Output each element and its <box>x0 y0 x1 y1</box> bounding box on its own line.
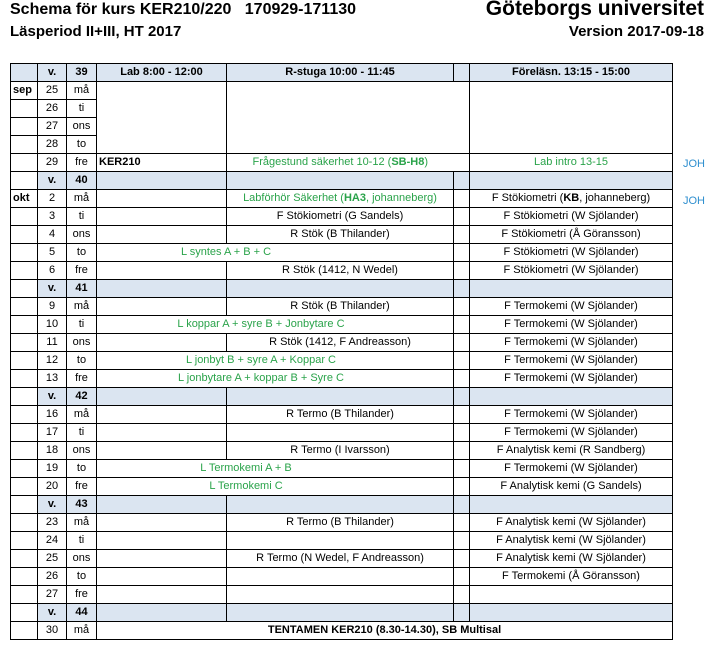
weekday: ons <box>67 334 97 352</box>
lecture-cell: F Termokemi (W Sjölander) <box>470 316 673 334</box>
rstuga-text: Frågestund säkerhet 10-12 ( <box>252 156 392 168</box>
lab-span-cell: L koppar A + syre B + Jonbytare C <box>97 316 454 334</box>
room-label: SB-H8 <box>391 156 425 168</box>
gap-cell <box>454 208 470 226</box>
lab-cell <box>97 172 227 190</box>
weekday: må <box>67 82 97 100</box>
lab-cell <box>97 208 227 226</box>
schedule-title: Schema för kurs KER210/220 170929-171130 <box>10 1 357 18</box>
table-row <box>11 316 673 334</box>
gap-cell <box>454 154 470 172</box>
lecture-cell: F Termokemi (Å Göransson) <box>470 568 673 586</box>
lab-cell <box>97 514 227 532</box>
lab-cell <box>97 298 227 316</box>
table-row <box>11 226 673 244</box>
table-row <box>11 478 673 496</box>
lecture-cell: F Analytisk kemi (W Sjölander) <box>470 550 673 568</box>
lab-cell: KER210 <box>97 154 227 172</box>
lecture-cell: F Termokemi (W Sjölander) <box>470 334 673 352</box>
day-number: 30 <box>38 622 67 640</box>
month-cell <box>11 568 38 586</box>
rstuga-cell <box>227 496 454 514</box>
day-number: 26 <box>38 568 67 586</box>
week-label: v. <box>38 604 67 622</box>
rstuga-cell: R Termo (I Ivarsson) <box>227 442 454 460</box>
gap-cell <box>454 604 470 622</box>
gap-cell <box>454 262 470 280</box>
day-number: 5 <box>38 244 67 262</box>
rstuga-cell: R Termo (B Thilander) <box>227 406 454 424</box>
month-label: sep <box>11 82 38 100</box>
lecture-cell <box>470 118 673 136</box>
month-header <box>11 64 38 82</box>
lab-cell <box>97 424 227 442</box>
study-period: Läsperiod II+III, HT 2017 <box>10 23 182 40</box>
week-label: v. <box>38 280 67 298</box>
month-cell <box>11 244 38 262</box>
table-row <box>11 406 673 424</box>
rstuga-cell: R Stök (1412, F Andreasson) <box>227 334 454 352</box>
day-number: 25 <box>38 82 67 100</box>
table-header-row <box>11 64 673 82</box>
lab-cell <box>97 496 227 514</box>
lecture-cell <box>470 100 673 118</box>
rstuga-cell <box>227 532 454 550</box>
lab-span-cell: L Termokemi A + B <box>97 460 454 478</box>
month-cell <box>11 424 38 442</box>
gap-cell <box>454 460 470 478</box>
side-note: JOH <box>683 195 705 207</box>
lab-cell <box>97 550 227 568</box>
month-cell <box>11 370 38 388</box>
month-cell <box>11 118 38 136</box>
lecture-cell: F Termokemi (W Sjölander) <box>470 370 673 388</box>
week-label: v. <box>38 388 67 406</box>
rstuga-cell: R Stök (B Thilander) <box>227 298 454 316</box>
month-cell <box>11 550 38 568</box>
day-number: 27 <box>38 586 67 604</box>
weekday: to <box>67 352 97 370</box>
month-cell <box>11 262 38 280</box>
rstuga-text-end: ) <box>424 156 428 168</box>
weekday: ti <box>67 100 97 118</box>
month-cell <box>11 604 38 622</box>
week-number: 42 <box>67 388 97 406</box>
lab-cell <box>97 136 227 154</box>
lecture-cell <box>470 586 673 604</box>
day-number: 12 <box>38 352 67 370</box>
gap-cell <box>454 586 470 604</box>
weekday: to <box>67 136 97 154</box>
month-cell <box>11 586 38 604</box>
rstuga-cell: F Stökiometri (G Sandels) <box>227 208 454 226</box>
lab-cell <box>97 568 227 586</box>
month-cell <box>11 316 38 334</box>
table-row <box>11 82 673 100</box>
lab-cell <box>97 442 227 460</box>
lecture-cell: F Analytisk kemi (G Sandels) <box>470 478 673 496</box>
rstuga-cell <box>227 586 454 604</box>
weekday: må <box>67 622 97 640</box>
day-number: 3 <box>38 208 67 226</box>
month-cell <box>11 154 38 172</box>
month-label: okt <box>11 190 38 208</box>
weekday: fre <box>67 478 97 496</box>
rstuga-cell <box>227 172 454 190</box>
gap-cell <box>454 568 470 586</box>
table-row <box>11 262 673 280</box>
gap-cell <box>454 388 470 406</box>
side-note: JOH <box>683 158 705 170</box>
gap-cell <box>454 406 470 424</box>
month-cell <box>11 226 38 244</box>
month-cell <box>11 406 38 424</box>
weekday: fre <box>67 154 97 172</box>
gap-cell <box>454 442 470 460</box>
month-cell <box>11 388 38 406</box>
lecture-cell: F Termokemi (W Sjölander) <box>470 352 673 370</box>
rstuga-cell <box>227 136 454 154</box>
day-number: 9 <box>38 298 67 316</box>
table-row <box>11 550 673 568</box>
lecture-cell: F Stökiometri (W Sjölander) <box>470 208 673 226</box>
lecture-cell <box>470 280 673 298</box>
table-row <box>11 118 673 136</box>
table-row <box>11 154 673 172</box>
week-number-header: 39 <box>67 64 97 82</box>
gap-cell <box>454 226 470 244</box>
rstuga-cell <box>227 604 454 622</box>
lab-cell <box>97 100 227 118</box>
weekday: ons <box>67 226 97 244</box>
rstuga-cell: R Termo (N Wedel, F Andreasson) <box>227 550 454 568</box>
week-number: 41 <box>67 280 97 298</box>
weekday: må <box>67 406 97 424</box>
day-number: 23 <box>38 514 67 532</box>
rstuga-cell <box>227 100 454 118</box>
weekday: ons <box>67 442 97 460</box>
lecture-cell: F Analytisk kemi (W Sjölander) <box>470 532 673 550</box>
lab-cell <box>97 532 227 550</box>
rstuga-cell <box>227 568 454 586</box>
lecture-cell <box>470 496 673 514</box>
month-cell <box>11 622 38 640</box>
table-row <box>11 460 673 478</box>
gap-cell <box>454 118 470 136</box>
day-number: 11 <box>38 334 67 352</box>
table-row <box>11 100 673 118</box>
weekday: ti <box>67 424 97 442</box>
day-number: 19 <box>38 460 67 478</box>
lab-cell <box>97 406 227 424</box>
lecture-cell: F Termokemi (W Sjölander) <box>470 298 673 316</box>
university-name: Göteborgs universitet <box>485 0 704 20</box>
gap-cell <box>454 334 470 352</box>
day-number: 18 <box>38 442 67 460</box>
month-cell <box>11 514 38 532</box>
day-number: 4 <box>38 226 67 244</box>
table-row <box>11 370 673 388</box>
lab-header: Lab 8:00 - 12:00 <box>97 64 227 82</box>
table-row <box>11 586 673 604</box>
lecture-cell <box>470 136 673 154</box>
week-number: 40 <box>67 172 97 190</box>
month-cell <box>11 298 38 316</box>
month-cell <box>11 334 38 352</box>
month-cell <box>11 136 38 154</box>
day-number: 13 <box>38 370 67 388</box>
lab-cell <box>97 226 227 244</box>
lecture-cell: F Stökiometri (W Sjölander) <box>470 244 673 262</box>
rstuga-cell <box>227 424 454 442</box>
day-number: 25 <box>38 550 67 568</box>
table-row <box>11 136 673 154</box>
month-cell <box>11 208 38 226</box>
weekday: fre <box>67 262 97 280</box>
day-number: 6 <box>38 262 67 280</box>
month-cell <box>11 352 38 370</box>
table-row <box>11 190 673 208</box>
rstuga-cell <box>227 154 454 172</box>
table-row <box>11 622 673 640</box>
gap-cell <box>454 370 470 388</box>
week-row <box>11 388 673 406</box>
gap-cell <box>454 136 470 154</box>
gap-cell <box>454 316 470 334</box>
gap-cell <box>454 352 470 370</box>
day-number: 28 <box>38 136 67 154</box>
gap-cell <box>454 496 470 514</box>
room-label: HA3 <box>343 192 366 204</box>
day-number: 29 <box>38 154 67 172</box>
weekday: to <box>67 460 97 478</box>
rstuga-cell <box>227 190 454 208</box>
table-row <box>11 442 673 460</box>
gap-cell <box>454 478 470 496</box>
gap-cell <box>454 280 470 298</box>
lab-cell <box>97 190 227 208</box>
lab-cell <box>97 118 227 136</box>
gap-cell <box>454 172 470 190</box>
schedule-table <box>10 63 673 640</box>
weekday: ons <box>67 118 97 136</box>
lab-span-cell: L syntes A + B + C <box>97 244 454 262</box>
week-row <box>11 604 673 622</box>
weekday: fre <box>67 370 97 388</box>
month-cell <box>11 100 38 118</box>
week-number: 44 <box>67 604 97 622</box>
week-header: v. <box>38 64 67 82</box>
lab-cell <box>97 82 227 100</box>
rstuga-text: Labförhör Säkerhet ( <box>243 192 344 204</box>
rstuga-cell <box>227 388 454 406</box>
weekday: må <box>67 190 97 208</box>
version-label: Version 2017-09-18 <box>568 23 704 40</box>
lecture-cell: F Analytisk kemi (W Sjölander) <box>470 514 673 532</box>
lecture-cell: Lab intro 13-15 <box>470 154 673 172</box>
weekday: ti <box>67 208 97 226</box>
weekday: ti <box>67 316 97 334</box>
weekday: to <box>67 568 97 586</box>
month-cell <box>11 460 38 478</box>
table-row <box>11 352 673 370</box>
table-row <box>11 208 673 226</box>
weekday: fre <box>67 586 97 604</box>
rstuga-cell: R Stök (1412, N Wedel) <box>227 262 454 280</box>
rstuga-header: R-stuga 10:00 - 11:45 <box>227 64 454 82</box>
week-label: v. <box>38 172 67 190</box>
room-label: KB <box>563 192 580 204</box>
day-number: 27 <box>38 118 67 136</box>
rstuga-text-end: , johanneberg) <box>365 192 437 204</box>
lecture-cell: F Stökiometri (W Sjölander) <box>470 262 673 280</box>
lecture-cell: F Stökiometri (Å Göransson) <box>470 226 673 244</box>
week-row <box>11 280 673 298</box>
gap-cell <box>454 532 470 550</box>
week-row <box>11 172 673 190</box>
month-cell <box>11 532 38 550</box>
lecture-cell <box>470 172 673 190</box>
month-cell <box>11 478 38 496</box>
day-number: 17 <box>38 424 67 442</box>
lab-cell <box>97 280 227 298</box>
lab-cell <box>97 262 227 280</box>
day-number: 20 <box>38 478 67 496</box>
table-row <box>11 424 673 442</box>
weekday: må <box>67 298 97 316</box>
table-row <box>11 514 673 532</box>
lab-cell <box>97 586 227 604</box>
lecture-cell: F Termokemi (W Sjölander) <box>470 424 673 442</box>
lab-span-cell: L Termokemi C <box>97 478 454 496</box>
table-row <box>11 532 673 550</box>
gap-cell <box>454 298 470 316</box>
month-cell <box>11 280 38 298</box>
gap-cell <box>454 82 470 100</box>
exam-cell: TENTAMEN KER210 (8.30-14.30), SB Multisal <box>97 622 673 640</box>
day-number: 2 <box>38 190 67 208</box>
lecture-cell: F Termokemi (W Sjölander) <box>470 460 673 478</box>
gap-cell <box>454 244 470 262</box>
lab-cell <box>97 334 227 352</box>
gap-cell <box>454 100 470 118</box>
rstuga-cell <box>227 82 454 100</box>
lab-cell <box>97 604 227 622</box>
rstuga-cell <box>227 280 454 298</box>
lab-span-cell: L jonbytare A + koppar B + Syre C <box>97 370 454 388</box>
rstuga-cell <box>227 118 454 136</box>
weekday: ti <box>67 532 97 550</box>
gap-cell <box>454 514 470 532</box>
weekday: må <box>67 514 97 532</box>
week-label: v. <box>38 496 67 514</box>
table-row <box>11 244 673 262</box>
table-row <box>11 298 673 316</box>
table-row <box>11 568 673 586</box>
month-cell <box>11 172 38 190</box>
gap-cell <box>454 190 470 208</box>
lecture-header: Föreläsn. 13:15 - 15:00 <box>470 64 673 82</box>
lecture-cell: F Analytisk kemi (R Sandberg) <box>470 442 673 460</box>
day-number: 24 <box>38 532 67 550</box>
day-number: 16 <box>38 406 67 424</box>
lab-span-cell: L jonbyt B + syre A + Koppar C <box>97 352 454 370</box>
lecture-text-end: , johanneberg) <box>579 192 651 204</box>
gap-header <box>454 64 470 82</box>
month-cell <box>11 442 38 460</box>
lecture-cell <box>470 82 673 100</box>
lecture-cell: F Termokemi (W Sjölander) <box>470 406 673 424</box>
gap-cell <box>454 424 470 442</box>
day-number: 26 <box>38 100 67 118</box>
lecture-text: F Stökiometri ( <box>491 192 564 204</box>
gap-cell <box>454 550 470 568</box>
weekday: ons <box>67 550 97 568</box>
week-row <box>11 496 673 514</box>
table-row <box>11 334 673 352</box>
month-cell <box>11 496 38 514</box>
lecture-cell <box>470 388 673 406</box>
rstuga-cell: R Stök (B Thilander) <box>227 226 454 244</box>
lab-cell <box>97 388 227 406</box>
rstuga-cell: R Termo (B Thilander) <box>227 514 454 532</box>
weekday: to <box>67 244 97 262</box>
week-number: 43 <box>67 496 97 514</box>
lecture-cell <box>470 190 673 208</box>
day-number: 10 <box>38 316 67 334</box>
lecture-cell <box>470 604 673 622</box>
